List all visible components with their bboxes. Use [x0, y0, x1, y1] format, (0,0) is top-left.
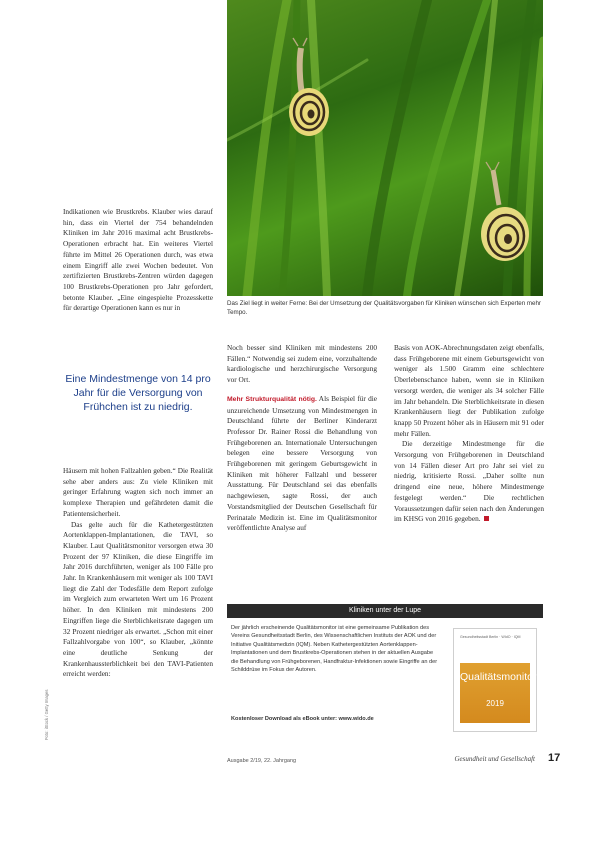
report-cover [453, 628, 537, 732]
subheading: Mehr Strukturqualität nötig. [227, 395, 317, 403]
column-2 [227, 343, 377, 534]
snail-photo [227, 0, 543, 296]
cover-title: Qualitätsmonitor [460, 671, 537, 683]
page-number: 17 [548, 752, 561, 764]
issue-info: Ausgabe 2/19, 22. Jahrgang [227, 758, 297, 764]
paragraph-text: Die derzeitige Mindestmenge für die Versorgung von Frühgeborenen in Deutschland von 14 Fällen dieser Art pro Jahr sei viel zu niedrig, kritisierte Rossi. „Daher sollte nun dringend eine neue, höhere Mindestmenge festgelegt werden.“ Die rechtlichen Voraussetzungen dafür seien nach den Änderungen im KHSG von 2016 gegeben. [394, 439, 544, 524]
paragraph: Indikationen wie Brustkrebs. Klauber wies darauf hin, dass ein Viertel der 754 behandelnden Kliniken im Jahr 2016 maximal acht Brustkrebs-Operationen erbracht hat. Ein weiteres Viertel führte im Mittel 26 Operationen durch, was etwa einem Eingriff alle zwei Wochen bedeutet. Von zertifizierten Brustkrebs-Zentren würden dagegen 100 Brustkrebs-Operationen pro Jahr gefordert, betonte Klauber. „Eine eingespielte Prozesskette für derartige Operationen kann es nur in [63, 207, 213, 313]
download-note: Kostenloser Download als eBook unter: www.wido.de [231, 716, 374, 722]
column-1-bottom [63, 466, 213, 680]
info-box-text: Der jährlich erscheinende Qualitätsmonitor ist eine gemeinsame Publikation des Vereins Gesundheitsstadt Berlin, des Wissenschaftlichen Instituts der AOK und der Initiative Qualitätsmedizin (IQM). Neben Kathetergestützten Aortenklappen-Implantationen und dem Brustkrebs-Operationen stehen in der aktuellen Ausgabe die Behandlung von Frühgeborenen, Handfraktur-Infektionen sowie Eingriffe an der Schilddrüse im Fokus der Autoren. [231, 625, 438, 674]
cover-year: 2019 [486, 699, 504, 708]
paragraph: Häusern mit hohen Fallzahlen geben.“ Die Realität sehe aber anders aus: Zu viele Kliniken mit geringer Erfahrung wagten sich noch immer an komplexe Therapien und gefährdeten damit die Patientensicherheit. [63, 466, 213, 518]
column-3 [394, 343, 544, 525]
paragraph: Basis von AOK-Abrechnungsdaten zeigt ebenfalls, dass Frühgeborene mit einem Geburtsgewicht von weniger als 1.500 Gramm eine schlechtere Überlebenschance haben, wenn sie in Kliniken versorgt werden, die weniger als 34 solcher Fälle im Jahr behandeln. Die Sterblichkeitsrate in diesen Krankenhäusern liegt der Publikation zufolge knapp 50 Prozent höher als in Häusern mit 91 oder mehr Fällen. [394, 343, 544, 438]
column-1-top [63, 207, 213, 314]
cover-publishers: Gesundheitsstadt Berlin · WIdO · IQM [460, 635, 521, 639]
photo-caption: Das Ziel liegt in weiter Ferne: Bei der Umsetzung der Qualitätsvorgaben für Kliniken wünschen sich Experten mehr Tempo. [227, 300, 541, 316]
pull-quote: Eine Mindestmenge von 14 pro Jahr für die Versorgung von Frühchen ist zu niedrig. [65, 373, 211, 413]
paragraph [394, 439, 544, 525]
info-box-header: Kliniken unter der Lupe [227, 604, 543, 618]
paragraph-text: Als Beispiel für die unzureichende Umsetzung von Mindestmengen in Deutschland führte der Berliner Kinderarzt Professor Dr. Rainer Rossi die Behandlung von Frühgeborenen an. Internationale Untersuchungen belegen eine bessere Versorgung von Frühgeborenen mit geringem Geburtsgewicht in Kliniken mit höherer Fallzahl und besserer Ausstattung. Für Deutschland sei das ebenfalls nachgewiesen, sagte Rossi, der auch Vorstandsmitglied der Deutschen Gesellschaft für Perinatale Medizin ist. Eine im Qualitätsmonitor veröffentlichte Analyse auf [227, 393, 377, 533]
paragraph: Das gelte auch für die Kathetergestützten Aortenklappen-Implantationen, die TAVI, so Klauber. Laut Qualitätsmonitor versorgen etwa 30 Prozent der 97 Kliniken, die diese Eingriffe im Jahr 2016 durchführten, weniger als 100 Fälle pro Jahr. In Krankenhäusern mit weniger als 100 TAVI liegt die Zahl der Todesfälle dem Report zufolge im Vergleich zum erwarteten Wert um 16 Prozent höher. In den Kliniken mit mindestens 200 Eingriffen liege die Sterblichkeitsrate dagegen um 32 Prozent niedriger als erwartet. „Schon mit einer Fallzahlvorgabe von 100“, so Klauber, „könnte eine deutliche Senkung der Krankenhaussterblichkeit bei den TAVI-Patienten erreicht werden: [63, 519, 213, 679]
paragraph: Noch besser sind Kliniken mit mindestens 200 Fällen.“ Notwendig sei zudem eine, vorzuhaltende kardiologische und herzchirurgische Versorgung vor Ort. [227, 343, 377, 385]
info-box [227, 604, 543, 736]
grass-snail-illustration [227, 0, 543, 296]
section-name: Gesundheit und Gesellschaft [454, 755, 535, 763]
paragraph [227, 394, 377, 534]
article-end-mark [484, 516, 489, 521]
photo-credit: Foto: iStock / Getty Images [44, 689, 49, 740]
